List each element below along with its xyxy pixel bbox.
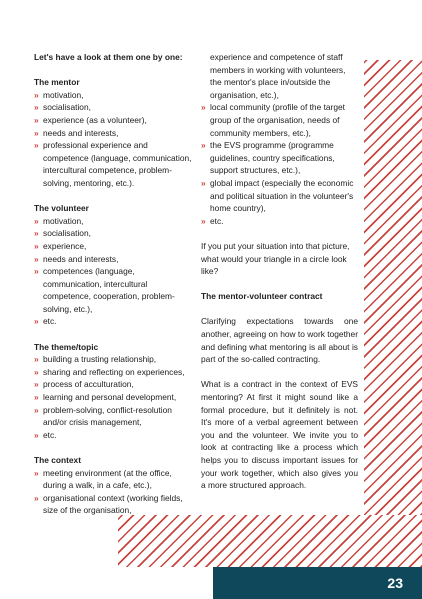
spacer xyxy=(201,227,358,240)
theme-list xyxy=(34,353,192,441)
list-item: » socialisation, xyxy=(34,227,192,240)
diagonal-stripes-decoration-right xyxy=(364,60,422,515)
list-item: » building a trusting relationship, xyxy=(34,353,192,366)
mentor-list xyxy=(34,89,192,190)
context-list-continued xyxy=(201,51,358,101)
spacer xyxy=(34,328,192,341)
list-item: » needs and interests, xyxy=(34,127,192,140)
list-item: » experience, xyxy=(34,240,192,253)
list-item: » motivation, xyxy=(34,215,192,228)
spacer xyxy=(201,278,358,291)
list-item: » problem-solving, conflict-resolution and/or crisis management, xyxy=(34,404,192,429)
mentor-heading: The mentor xyxy=(34,77,80,88)
context-list xyxy=(34,467,192,517)
page-number: 23 xyxy=(387,575,403,591)
intro-text: Let's have a look at them one by one: xyxy=(34,52,183,62)
list-item: » the EVS programme (programme guidelines, country specifications, support structures, etc.), xyxy=(201,139,358,177)
left-column xyxy=(34,51,192,517)
context-heading: The context xyxy=(34,455,81,465)
list-item: » process of acculturation, xyxy=(34,378,192,391)
list-item: » learning and personal development, xyxy=(34,391,192,404)
list-item: » etc. xyxy=(34,315,192,328)
page-number-bar xyxy=(213,567,422,599)
contract-heading: The mentor-volunteer contract xyxy=(201,291,323,302)
right-column xyxy=(201,51,358,492)
spacer xyxy=(201,366,358,379)
list-item: » motivation, xyxy=(34,89,192,102)
list-item: » needs and interests, xyxy=(34,253,192,266)
list-item: » etc. xyxy=(34,429,192,442)
spacer xyxy=(34,441,192,454)
spacer xyxy=(34,190,192,203)
volunteer-heading: The volunteer xyxy=(34,203,89,214)
spacer xyxy=(201,303,358,316)
list-item: » sharing and reflecting on experiences, xyxy=(34,366,192,379)
list-item: » socialisation, xyxy=(34,101,192,114)
list-item: » organisational context (working fields, size of the organisation, xyxy=(34,492,192,517)
list-item: » etc. xyxy=(201,215,358,228)
list-item: » meeting environment (at the office, during a walk, in a cafe, etc.), xyxy=(34,467,192,492)
contract-paragraph-2: What is a contract in the context of EVS mentoring? At first it might sound like a formal procedure, but it definitely is not. It's more of a verbal agreement between you and the volunteer. We invite you to look at contracting like a process which helps you to discuss important issues for your work together, which also gives you a more structured approach. xyxy=(201,379,358,491)
context-list-more xyxy=(201,101,358,227)
question-paragraph: If you put your situation into that picture, what would your triangle in a circle look like? xyxy=(201,240,350,277)
theme-heading: The theme/topic xyxy=(34,341,99,352)
list-item: » experience (as a volunteer), xyxy=(34,114,192,127)
volunteer-list xyxy=(34,215,192,328)
list-item: » professional experience and competence (language, communication, intercultural competence, problem-solving, mentoring, etc.). xyxy=(34,139,192,189)
diagonal-stripes-decoration-bottom xyxy=(118,515,422,567)
list-item-continuation: experience and competence of staff members in working with volunteers, the mentor's place in/outside the organisation, etc.), xyxy=(210,52,346,100)
contract-paragraph-1: Clarifying expectations towards one another, agreeing on how to work together and defining what mentoring is all about is part of the so-called contracting. xyxy=(201,316,358,365)
list-item: » global impact (especially the economic and political situation in the volunteer's home country), xyxy=(201,177,358,215)
list-item: » local community (profile of the target group of the organisation, needs of community members, etc.), xyxy=(201,101,358,139)
list-item: » competences (language, communication, intercultural competence, cooperation, problem-solving, etc.), xyxy=(34,265,192,315)
